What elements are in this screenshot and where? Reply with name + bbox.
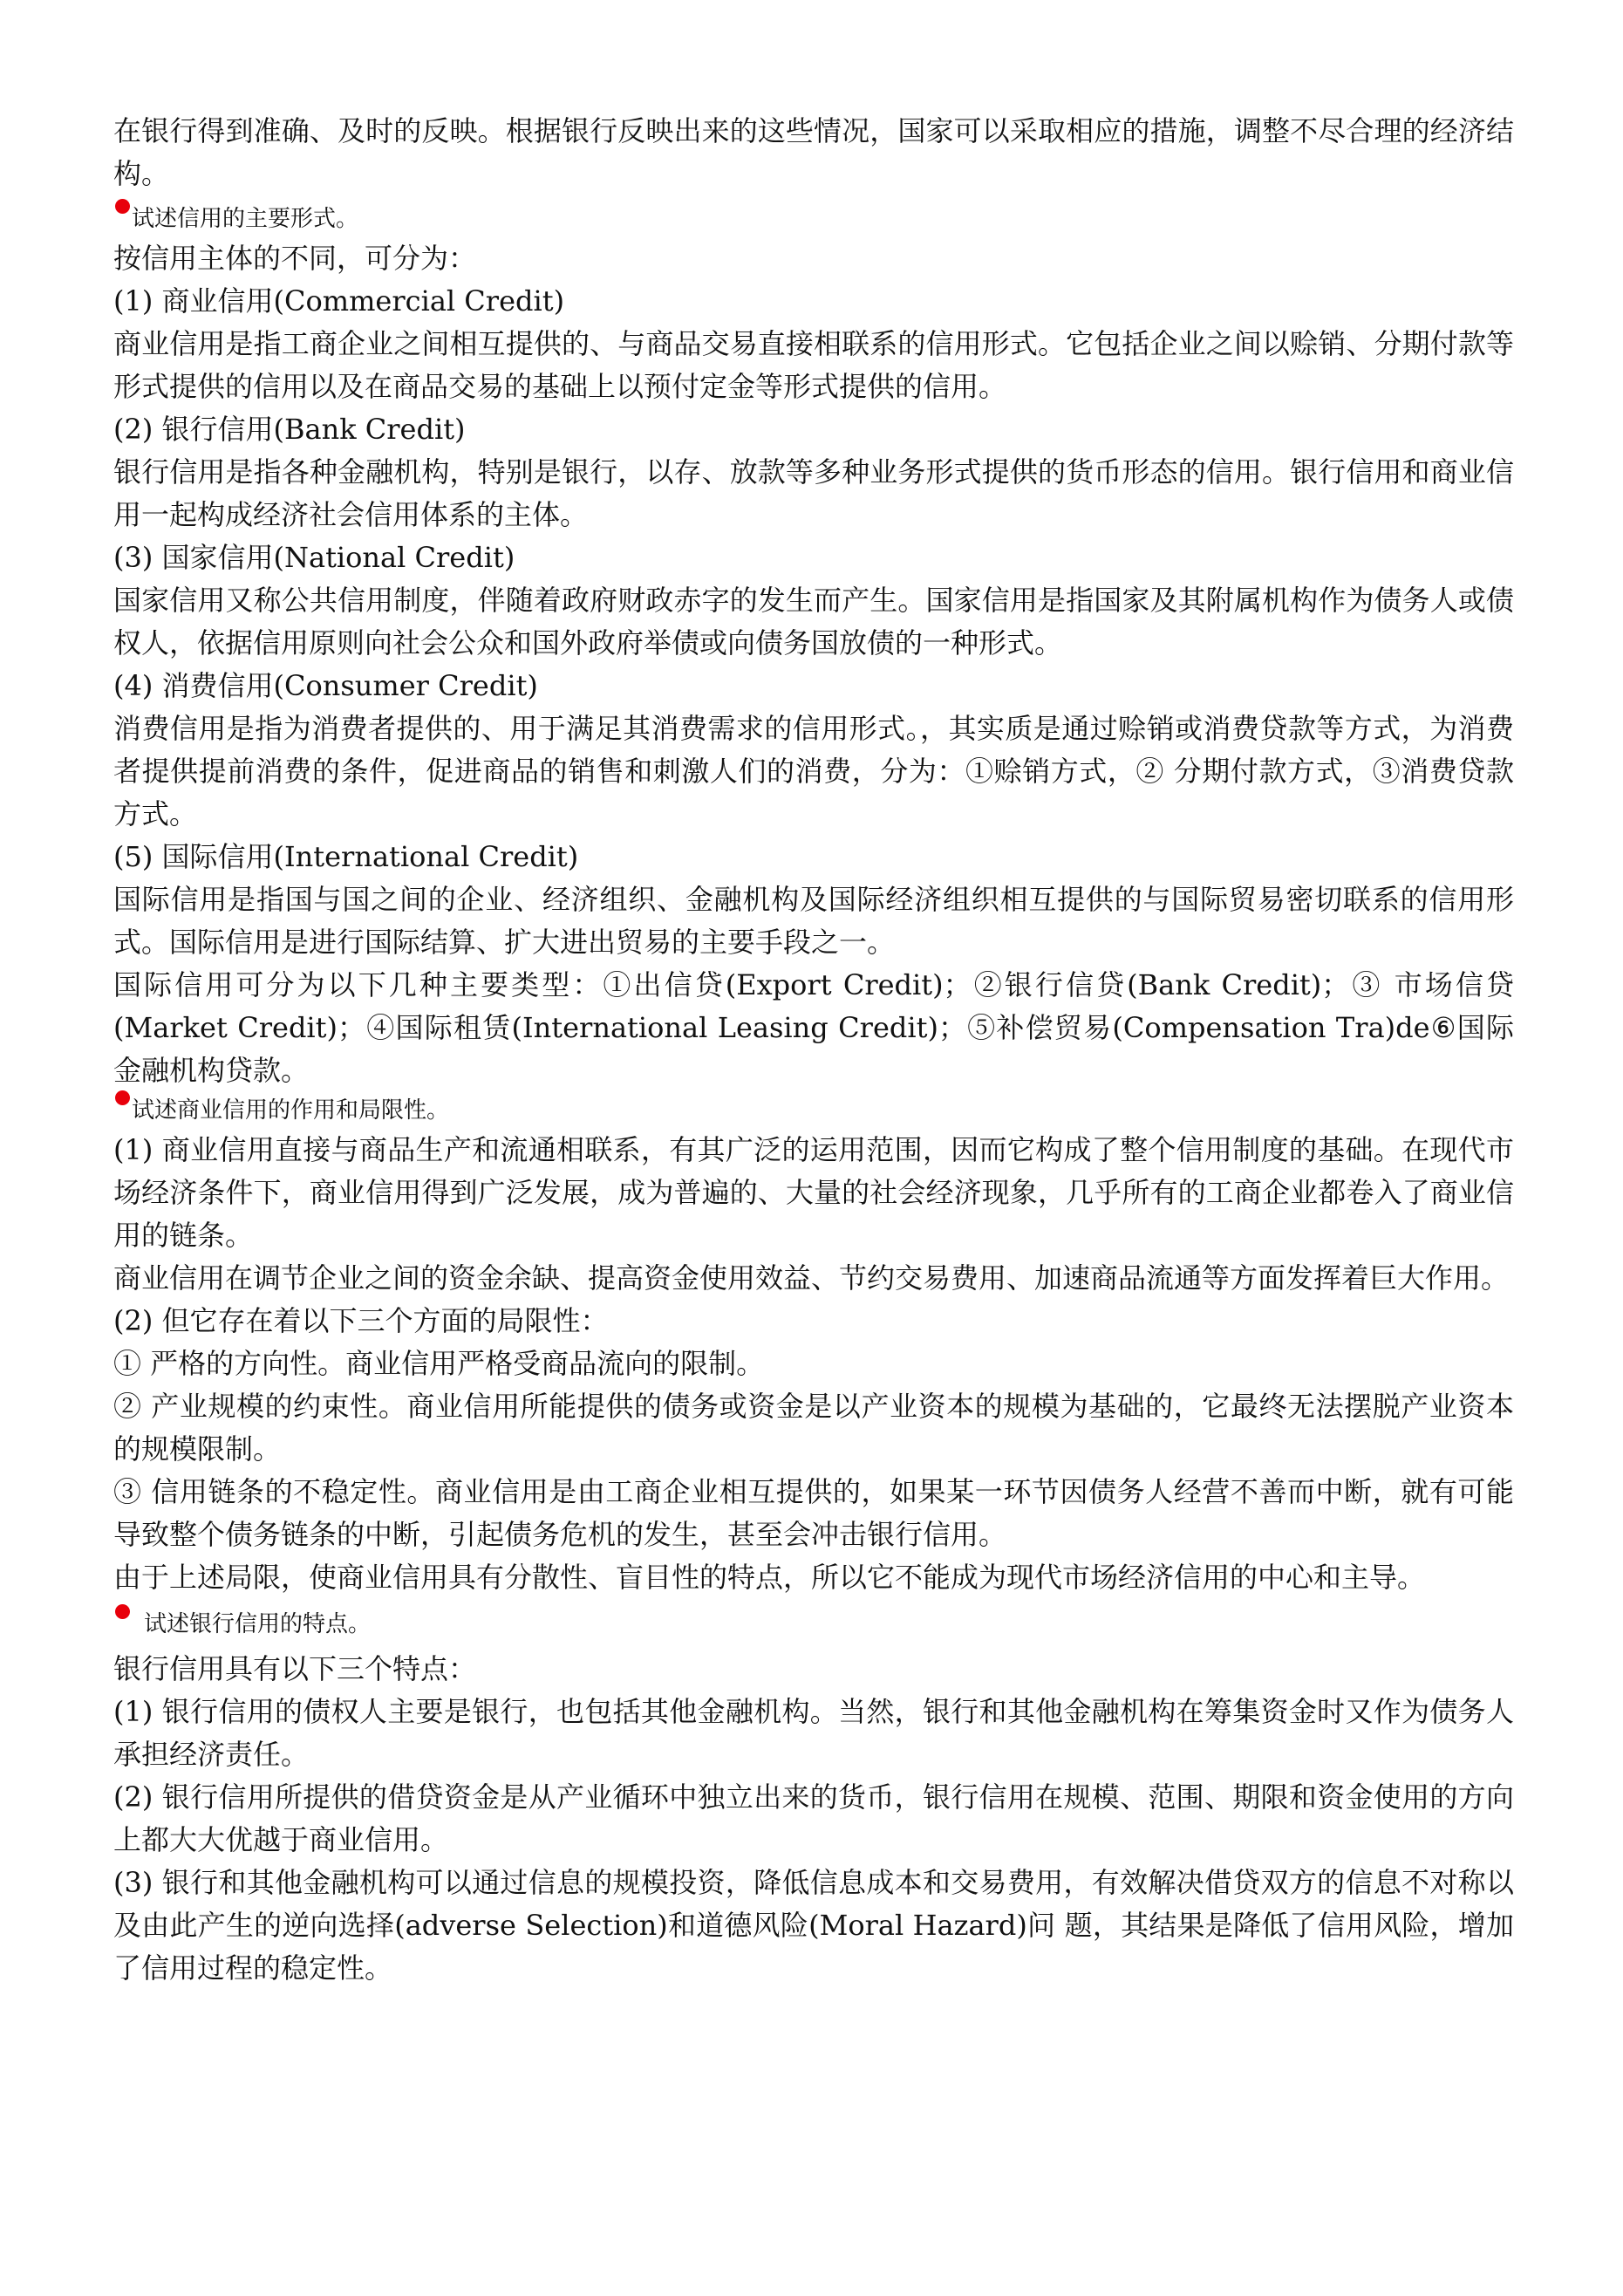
paragraph: ③ 信用链条的不稳定性。商业信用是由工商企业相互提供的，如果某一环节因债务人经营不善而中断，就有可能导致整个债务链条的中断，引起债务危机的发生，甚至会冲击银行信用。 — [113, 1475, 1514, 1551]
paragraph: (2) 银行信用所提供的借贷资金是从产业循环中独立出来的货币，银行信用在规模、范围、期限和资金使用的方向上都大大优越于商业信用。 — [113, 1780, 1514, 1856]
question-text: 试述信用的主要形式。 — [132, 206, 359, 232]
question-text: 试述银行信用的特点。 — [144, 1611, 372, 1637]
paragraph: 银行信用是指各种金融机构，特别是银行，以存、放款等多种业务形式提供的货币形态的信用。银行信用和商业信用一起构成经济社会信用体系的主体。 — [113, 455, 1514, 531]
subheading: (1) 商业信用(Commercial Credit) — [113, 284, 565, 318]
subheading: (3) 国家信用(National Credit) — [113, 541, 515, 574]
paragraph: 国家信用又称公共信用制度，伴随着政府财政赤字的发生而产生。国家信用是指国家及其附属机构作为债务人或债权人，依据信用原则向社会公众和国外政府举债或向债务国放债的一种形式。 — [113, 584, 1514, 659]
paragraph: (2) 但它存在着以下三个方面的局限性： — [113, 1304, 609, 1337]
paragraph: 商业信用是指工商企业之间相互提供的、与商品交易直接相联系的信用形式。它包括企业之间以赊销、分期付款等形式提供的信用以及在商品交易的基础上以预付定金等形式提供的信用。 — [113, 327, 1514, 403]
document-body — [113, 110, 1514, 1990]
paragraph: (1) 商业信用直接与商品生产和流通相联系，有其广泛的运用范围，因而它构成了整个信用制度的基础。在现代市场经济条件下，商业信用得到广泛发展，成为普遍的、大量的社会经济现象，几乎所有的工商企业都卷入了商业信用的链条。 — [113, 1133, 1514, 1252]
subheading: (4) 消费信用(Consumer Credit) — [113, 669, 538, 702]
red-bullet-icon — [115, 199, 130, 214]
paragraph: (1) 银行信用的债权人主要是银行，也包括其他金融机构。当然，银行和其他金融机构在筹集资金时又作为债务人承担经济责任。 — [113, 1695, 1514, 1771]
question-heading — [113, 1092, 1514, 1129]
subheading: (2) 银行信用(Bank Credit) — [113, 413, 466, 446]
question-text: 试述商业信用的作用和局限性。 — [132, 1097, 450, 1124]
paragraph: 由于上述局限，使商业信用具有分散性、盲目性的特点，所以它不能成为现代市场经济信用的中心和主导。 — [113, 1561, 1426, 1594]
paragraph: 银行信用具有以下三个特点： — [113, 1652, 477, 1685]
question-heading — [113, 1606, 1514, 1643]
red-bullet-icon — [115, 1604, 130, 1619]
paragraph: 消费信用是指为消费者提供的、用于满足其消费需求的信用形式。，其实质是通过赊销或消费贷款等方式，为消费者提供提前消费的条件，促进商品的销售和刺激人们的消费，分为：①赊销方式，② 分期付款方式，③消费贷款方式。 — [113, 712, 1514, 830]
paragraph: 在银行得到准确、及时的反映。根据银行反映出来的这些情况，国家可以采取相应的措施，调整不尽合理的经济结构。 — [113, 114, 1514, 190]
paragraph: 按信用主体的不同，可分为： — [113, 242, 477, 275]
paragraph: ② 产业规模的约束性。商业信用所能提供的债务或资金是以产业资本的规模为基础的，它最终无法摆脱产业资本的规模限制。 — [113, 1390, 1514, 1466]
question-heading — [113, 201, 1514, 237]
paragraph: (3) 银行和其他金融机构可以通过信息的规模投资，降低信息成本和交易费用，有效解决借贷双方的信息不对称以及由此产生的逆向选择(adverse Selection)和道德风险(Moral Hazard)问 题，其结果是降低了信用风险，增加了信用过程的稳定性。 — [113, 1866, 1514, 1985]
paragraph: 国际信用可分为以下几种主要类型：①出信贷(Export Credit)；②银行信贷(Bank Credit)；③ 市场信贷(Market Credit)；④国际租赁(International Leasing Credit)；⑤补偿贸易(Compensation Tra)de⑥国际金融机构贷款。 — [113, 968, 1514, 1087]
paragraph: 国际信用是指国与国之间的企业、经济组织、金融机构及国际经济组织相互提供的与国际贸易密切联系的信用形式。国际信用是进行国际结算、扩大进出贸易的主要手段之一。 — [113, 883, 1514, 959]
paragraph: ① 严格的方向性。商业信用严格受商品流向的限制。 — [113, 1347, 765, 1380]
red-bullet-icon — [115, 1090, 130, 1105]
paragraph: 商业信用在调节企业之间的资金余缺、提高资金使用效益、节约交易费用、加速商品流通等方面发挥着巨大作用。 — [113, 1261, 1510, 1295]
subheading: (5) 国际信用(International Credit) — [113, 840, 579, 873]
